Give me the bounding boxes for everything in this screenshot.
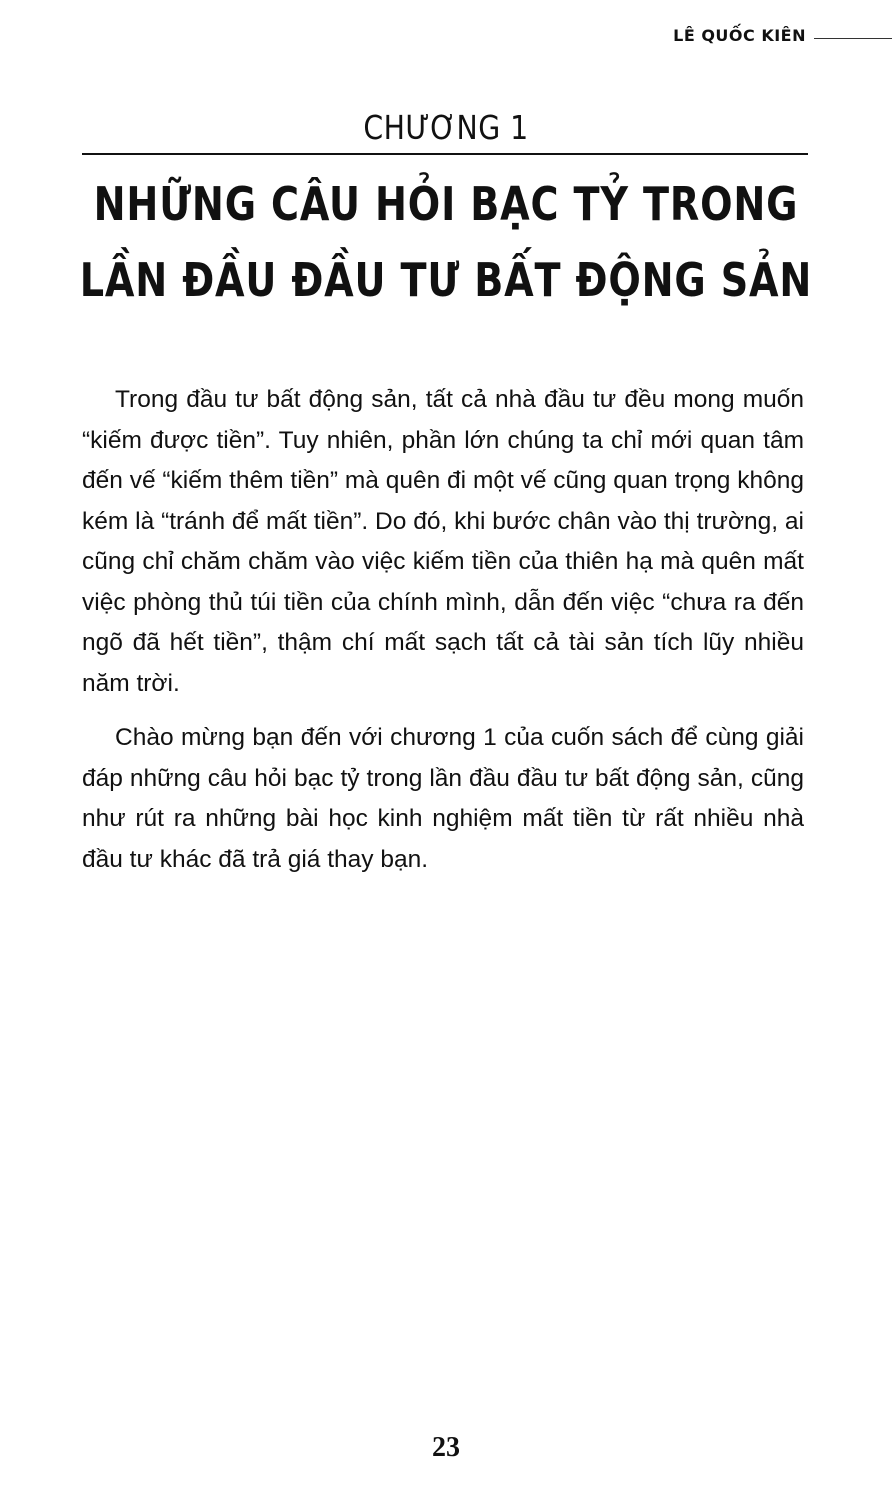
running-header-rule — [814, 38, 892, 39]
body-paragraph-1: Trong đầu tư bất động sản, tất cả nhà đầu tư đều mong muốn “kiếm được tiền”. Tuy nhiên, phần lớn chúng ta chỉ mới quan tâm đến vế “kiếm thêm tiền” mà quên đi một vế cũng quan trọng không kém là “tránh để mất tiền”. Do đó, khi bước chân vào thị trường, ai cũng chỉ chăm chăm vào việc kiếm tiền của thiên hạ mà quên mất việc phòng thủ túi tiền của chính mình, dẫn đến việc “chưa ra đến ngõ đã hết tiền”, thậm chí mất sạch tất cả tài sản tích lũy nhiều năm trời. — [82, 386, 804, 697]
chapter-title — [0, 166, 892, 318]
body-paragraph-2: Chào mừng bạn đến với chương 1 của cuốn sách để cùng giải đáp những câu hỏi bạc tỷ trong lần đầu đầu tư bất động sản, cũng như rút ra những bài học kinh nghiệm mất tiền từ rất nhiều nhà đầu tư khác đã trả giá thay bạn. — [82, 724, 804, 873]
chapter-divider — [82, 153, 808, 155]
body-text — [82, 380, 804, 894]
running-header — [673, 20, 892, 50]
running-header-author: LÊ QUỐC KIÊN — [673, 25, 806, 45]
chapter-title-line-2: LẦN ĐẦU ĐẦU TƯ BẤT ĐỘNG SẢN — [79, 253, 813, 307]
chapter-title-line-1: NHỮNG CÂU HỎI BẠC TỶ TRONG — [93, 177, 799, 231]
page-number: 23 — [432, 1432, 460, 1463]
chapter-label: CHƯƠNG 1 — [363, 108, 529, 147]
